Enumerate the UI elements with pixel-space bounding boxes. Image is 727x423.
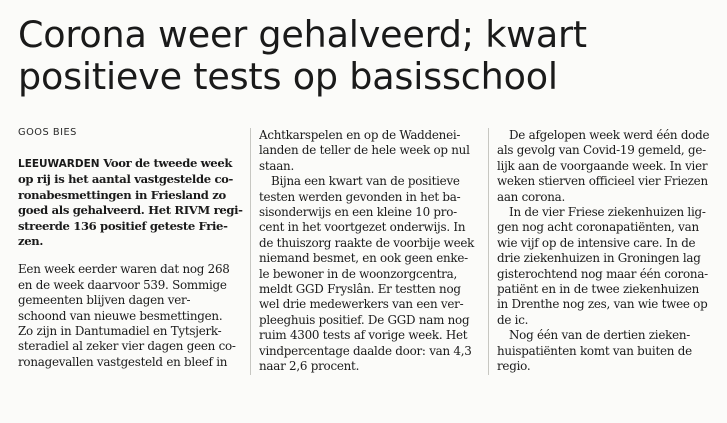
body-line: de ic. [497,312,529,327]
body-line: patiënt en in de twee ziekenhuizen [497,282,700,297]
body-line: aan corona. [497,189,566,204]
body-line: regio. [497,359,531,374]
body-line: als gevolg van Covid-19 gemeld, ge- [497,143,706,158]
body-line: gemeenten blijven dagen ver- [18,293,191,308]
body-line: weken stierven officieel vier Friezen [497,174,708,189]
body-line: wel drie medewerkers van een ver- [259,297,464,312]
body-paragraph [497,205,725,328]
column-3 [488,128,725,375]
headline-line: positieve tests op basisschool [18,55,558,98]
body-line: testen werden gevonden in het ba- [259,189,461,204]
lead-line: op rij is het aantal vastgestelde co- [18,172,233,187]
body-line: Zo zijn in Dantumadiel en Tytsjerk- [18,324,222,339]
body-paragraph [497,128,725,205]
body-line: gisterochtend nog maar één corona- [497,266,708,281]
lead-line: zen. [18,234,44,249]
body-line: ruim 4300 tests af vorige week. Het [259,328,468,343]
column-2 [250,128,487,375]
lead-paragraph [18,156,250,249]
lead-line: ronabesmettingen in Friesland zo [18,187,226,202]
body-line: meldt GGD Fryslân. Er testten nog [259,282,461,297]
body-line: naar 2,6 procent. [259,359,360,374]
body-paragraph [259,174,487,374]
column-1 [18,156,250,370]
body-paragraph [497,328,725,374]
body-line: le bewoner in de woonzorgcentra, [259,266,457,281]
body-paragraph [259,128,487,174]
body-line: De afgelopen week werd één dode [509,128,710,142]
headline [18,14,718,98]
dateline: LEEUWARDEN [18,158,100,170]
headline-line: Corona weer gehalveerd; kwart [18,13,587,56]
body-line: de thuiszorg raakte de voorbije week [259,235,475,250]
body-line: pleeghuis positief. De GGD nam nog [259,312,470,327]
body-line: Een week eerder waren dat nog 268 [18,262,230,277]
body-line: Nog één van de dertien zieken- [509,328,691,343]
body-line: steradiel al zeker vier dagen geen co- [18,339,236,354]
body-line: drie ziekenhuizen in Groningen lag [497,251,701,266]
body-line: gen nog acht coronapatiënten, van [497,220,699,235]
body-line: en de week daarvoor 539. Sommige [18,277,227,292]
body-line: landen de teller de hele week op nul [259,143,470,158]
lead-line: goed als gehalveerd. Het RIVM regi- [18,203,243,218]
body-line: Achtkarspelen en op de Waddenei- [259,128,461,142]
body-line: huispatiënten komt van buiten de [497,343,692,358]
lead-line: streerde 136 positief geteste Frie- [18,218,228,233]
body-line: ronagevallen vastgesteld en bleef in [18,354,228,369]
body-line: wie vijf op de intensive care. In de [497,235,696,250]
body-paragraph [18,262,250,370]
lead-line: LEEUWARDEN Voor de tweede week [18,156,233,170]
body-line: niemand besmet, en ook geen enke- [259,251,468,266]
body-line: staan. [259,158,294,173]
byline: GOOS BIES [18,127,77,138]
body-line: sisonderwijs en een kleine 10 pro- [259,205,457,220]
body-line: schoond van nieuwe besmettingen. [18,308,223,323]
body-line: cent in het voortgezet onderwijs. In [259,220,466,235]
body-line: Bijna een kwart van de positieve [271,174,460,189]
body-line: in Drenthe nog zes, van wie twee op [497,297,708,312]
body-line: vindpercentage daalde door: van 4,3 [259,343,472,358]
body-line: lijk aan de voorgaande week. In vier [497,158,708,173]
body-line: In de vier Friese ziekenhuizen lig- [509,205,706,220]
